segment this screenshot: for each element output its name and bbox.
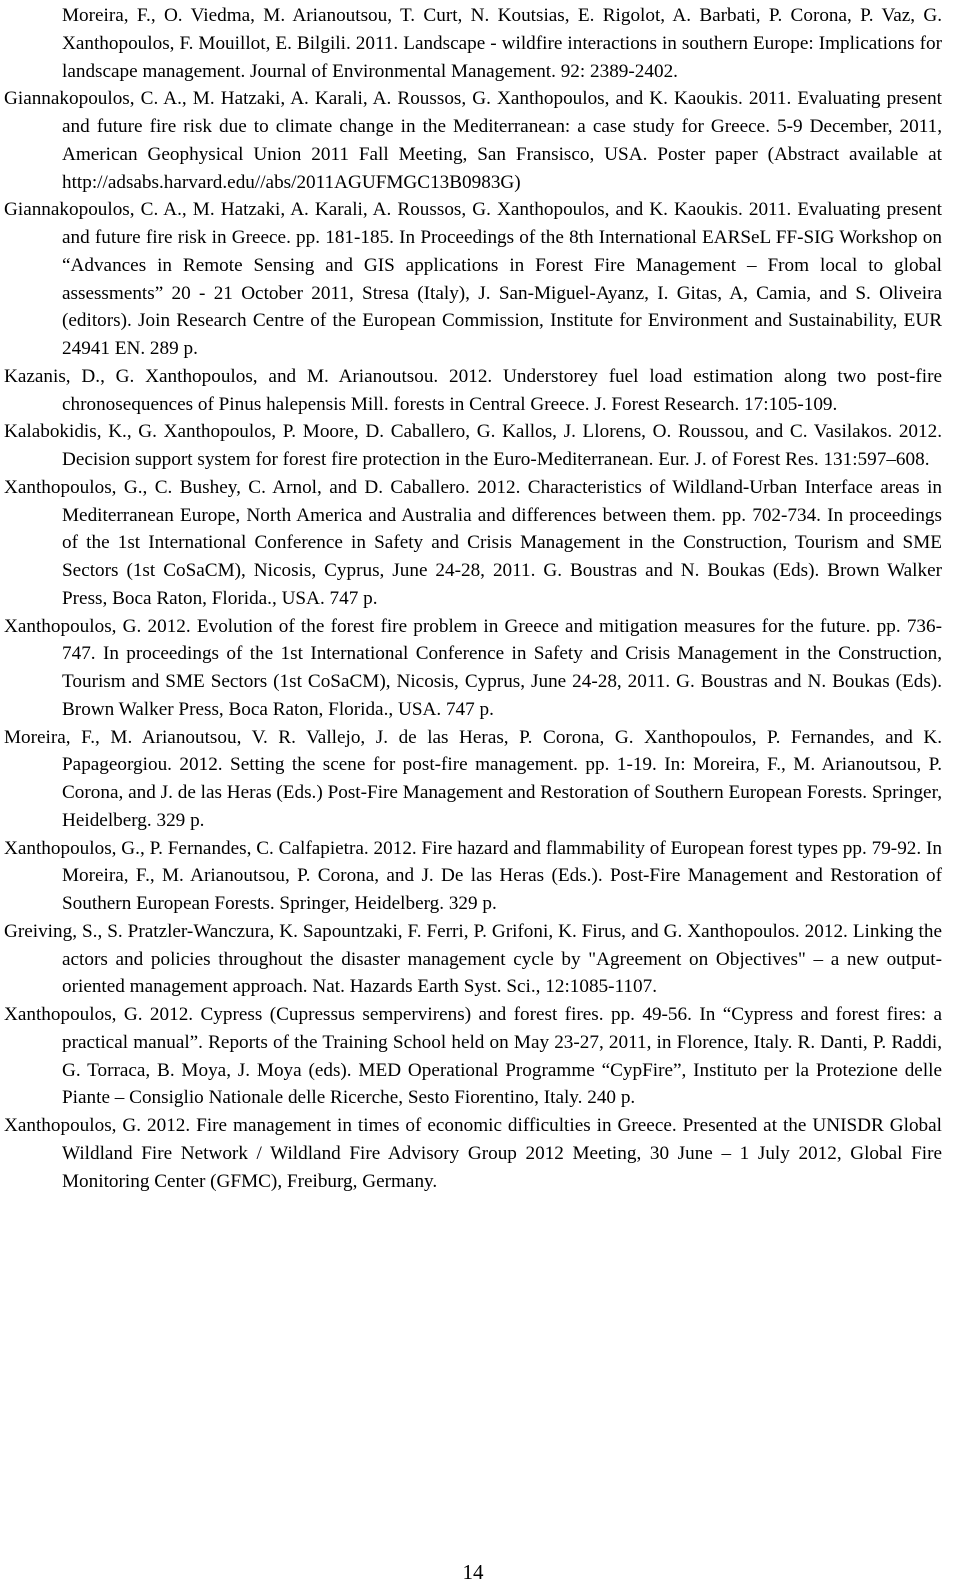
reference-entry: Kazanis, D., G. Xanthopoulos, and M. Arianoutsou. 2012. Understorey fuel load estimation along two post-fire chronosequences of Pinus halepensis Mill. forests in Central Greece. J. Forest Research. 17:105-109. [4, 365, 942, 415]
reference-entry: Xanthopoulos, G. 2012. Fire management in times of economic difficulties in Greece. Presented at the UNISDR Global Wildland Fire Network / Wildland Fire Advisory Group 2012 Meeting, 30 June – 1 July 2012, Global Fire Monitoring Center (GFMC), Freiburg, Germany. [4, 1115, 942, 1192]
reference-entry: Moreira, F., M. Arianoutsou, V. R. Vallejo, J. de las Heras, P. Corona, G. Xanthopoulos, P. Fernandes, and K. Papageorgiou. 2012. Setting the scene for post-fire management. pp. 1-19. In: Moreira, F., M. Arianoutsou, P. Corona, and J. de las Heras (Eds.) Post-Fire Management and Restoration of Southern European Forests. Springer, Heidelberg. 329 p. [4, 726, 942, 831]
reference-entry: Xanthopoulos, G., C. Bushey, C. Arnol, and D. Caballero. 2012. Characteristics of Wildland-Urban Interface areas in Mediterranean Europe, North America and Australia and differences between them. pp. 702-734. In proceedings of the 1st International Conference in Safety and Crisis Management in the Construction, Tourism and SME Sectors (1st CoSaCM), Nicosis, Cyprus, June 24-28, 2011. G. Boustras and N. Boukas (Eds). Brown Walker Press, Boca Raton, Florida., USA. 747 p. [4, 476, 942, 609]
reference-entry: Xanthopoulos, G. 2012. Evolution of the forest fire problem in Greece and mitigation measures for the future. pp. 736-747. In proceedings of the 1st International Conference in Safety and Crisis Management in the Construction, Tourism and SME Sectors (1st CoSaCM), Nicosis, Cyprus, June 24-28, 2011. G. Boustras and N. Boukas (Eds). Brown Walker Press, Boca Raton, Florida., USA. 747 p. [4, 615, 942, 720]
reference-entry: Xanthopoulos, G. 2012. Cypress (Cupressus sempervirens) and forest fires. pp. 49-56. In “Cypress and forest fires: a practical manual”. Reports of the Training School held on May 23-27, 2011, in Florence, Italy. R. Danti, P. Raddi, G. Torraca, B. Moya, J. Moya (eds). MED Operational Programme “CypFire”, Instituto per la Protezione delle Piante – Consiglio Nationale delle Ricerche, Sesto Fiorentino, Italy. 240 p. [4, 1004, 942, 1109]
page-number: 14 [462, 1560, 484, 1584]
reference-list [4, 2, 942, 1195]
reference-entry: Giannakopoulos, C. A., M. Hatzaki, A. Karali, A. Roussos, G. Xanthopoulos, and K. Kaoukis. 2011. Evaluating present and future fire risk due to climate change in the Mediterranean: a case study for Greece. 5-9 December, 2011, American Geophysical Union 2011 Fall Meeting, San Fransisco, USA. Poster paper (Abstract available at http://adsabs.harvard.edu//abs/2011AGUFMGC13B0983G) [4, 88, 942, 193]
reference-entry: Greiving, S., S. Pratzler-Wanczura, K. Sapountzaki, F. Ferri, P. Grifoni, K. Firus, and G. Xanthopoulos. 2012. Linking the actors and policies throughout the disaster management cycle by "Agreement on Objectives" – a new output-oriented management approach. Nat. Hazards Earth Syst. Sci., 12:1085-1107. [4, 920, 942, 998]
reference-entry: Xanthopoulos, G., P. Fernandes, C. Calfapietra. 2012. Fire hazard and flammability of European forest types pp. 79-92. In Moreira, F., M. Arianoutsou, P. Corona, and J. De las Heras (Eds.). Post-Fire Management and Restoration of Southern European Forests. Springer, Heidelberg. 329 p. [4, 837, 942, 914]
reference-entry: Giannakopoulos, C. A., M. Hatzaki, A. Karali, A. Roussos, G. Xanthopoulos, and K. Kaoukis. 2011. Evaluating present and future fire risk in Greece. pp. 181-185. In Proceedings of the 8th International EARSeL FF-SIG Workshop on “Advances in Remote Sensing and GIS applications in Forest Fire Management – From local to global assessments” 20 - 21 October 2011, Stresa (Italy), J. San-Miguel-Ayanz, I. Gitas, A, Camia, and S. Oliveira (editors). Join Research Centre of the European Commission, Institute for Environment and Sustainability, EUR 24941 EN. 289 p. [4, 199, 942, 359]
reference-entry: Moreira, F., O. Viedma, M. Arianoutsou, T. Curt, N. Koutsias, E. Rigolot, A. Barbati, P. Corona, P. Vaz, G. Xanthopoulos, F. Mouillot, E. Bilgili. 2011. Landscape - wildfire interactions in southern Europe: Implications for landscape management. Journal of Environmental Management. 92: 2389-2402. [62, 5, 942, 82]
reference-entry: Kalabokidis, K., G. Xanthopoulos, P. Moore, D. Caballero, G. Kallos, J. Llorens, O. Roussou, and C. Vasilakos. 2012. Decision support system for forest fire protection in the Euro-Mediterranean. Eur. J. of Forest Res. 131:597–608. [4, 421, 942, 470]
